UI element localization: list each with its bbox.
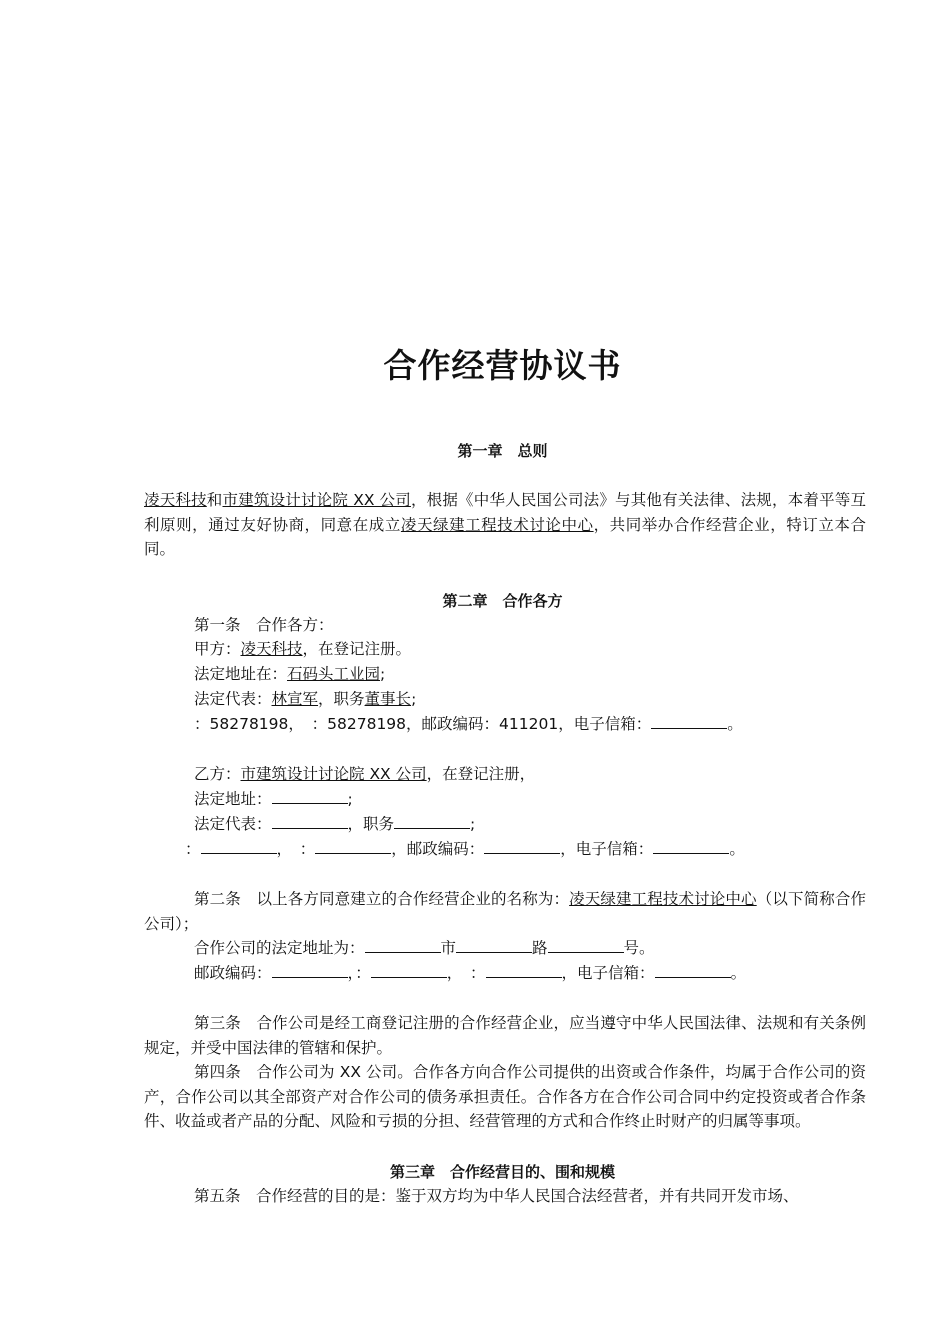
article-4-paragraph: 第四条 合作公司为 XX 公司。合作各方向合作公司提供的出资或合作条件，均属于合作公司的资产，合作公司以其全部资产对合作公司的债务承担责任。合作各方在合作公司合同中约定投资或者合作条件、收益或者产品的分配、风险和亏损的分担、经营管理的方式和合作终止时财产的归属等事项。 [144,1063,866,1130]
article-5-paragraph: 第五条 合作经营的目的是：鉴于双方均为中华人民国合法经营者，并有共同开发市场、 [194,1187,799,1205]
blank-field[interactable] [655,963,731,978]
blank-field[interactable] [394,814,470,829]
document-title: 合作经营协议书 [383,346,622,385]
blank-field[interactable] [484,839,560,854]
blank-field[interactable] [456,938,532,953]
blank-field[interactable] [371,963,447,978]
article-3-paragraph: 第三条 合作公司是经工商登记注册的合作经营企业，应当遵守中华人民国法律、法规和有关条例规定，并受中国法律的管辖和保护。 [144,1014,866,1057]
party-a-line-1: 甲方：凌天科技，在登记注册。 [194,640,412,658]
blank-field[interactable] [548,938,624,953]
article-2-paragraph: 第二条 以上各方同意建立的合作经营企业的名称为：凌天绿建工程技术讨论中心（以下简称合作公司）； [144,890,866,933]
intro-paragraph: 凌天科技和市建筑设计讨论院 XX 公司，根据《中华人民国公司法》与其他有关法律、法规，本着平等互利原则，通过友好协商，同意在成立凌天绿建工程技术讨论中心，共同举办合作经营企业，特订立本合同。 [144,491,866,558]
party-b-contact: ： ， ： ，邮政编码： ，电子信箱： 。 [185,840,745,858]
party-b-representative: 法定代表： ，职务 ; [194,815,476,833]
chapter-3-heading: 第三章 合作经营目的、围和规模 [389,1163,615,1181]
party-a-name: 凌天科技 [144,491,207,509]
chapter-2-heading: 第二章 合作各方 [442,592,563,610]
blank-field[interactable] [365,938,441,953]
blank-field[interactable] [272,814,348,829]
blank-field[interactable] [486,963,562,978]
party-a-contact: ：58278198， ：58278198，邮政编码：411201，电子信箱： 。 [194,715,743,733]
chapter-1-heading: 第一章 总则 [457,442,548,460]
blank-field[interactable] [315,839,391,854]
blank-field[interactable] [653,839,729,854]
party-a-address: 法定地址在：石码头工业园; [194,665,386,683]
blank-field[interactable] [201,839,277,854]
party-a-representative: 法定代表：林宣军，职务董事长; [194,690,417,708]
blank-field[interactable] [272,963,348,978]
blank-field[interactable] [272,789,348,804]
article-1-label: 第一条 合作各方： [194,616,334,634]
party-b-name: 市建筑设计讨论院 XX 公司 [222,491,411,509]
party-b-line-1: 乙方：市建筑设计讨论院 XX 公司，在登记注册， [194,765,536,783]
blank-field[interactable] [651,714,727,729]
company-contact-line: 邮政编码： ，： ， ： ，电子信箱： 。 [194,964,747,982]
center-name: 凌天绿建工程技术讨论中心 [400,515,594,534]
party-b-address: 法定地址： ; [194,790,353,808]
company-address-line: 合作公司的法定地址为： 市 路 号。 [194,939,655,957]
